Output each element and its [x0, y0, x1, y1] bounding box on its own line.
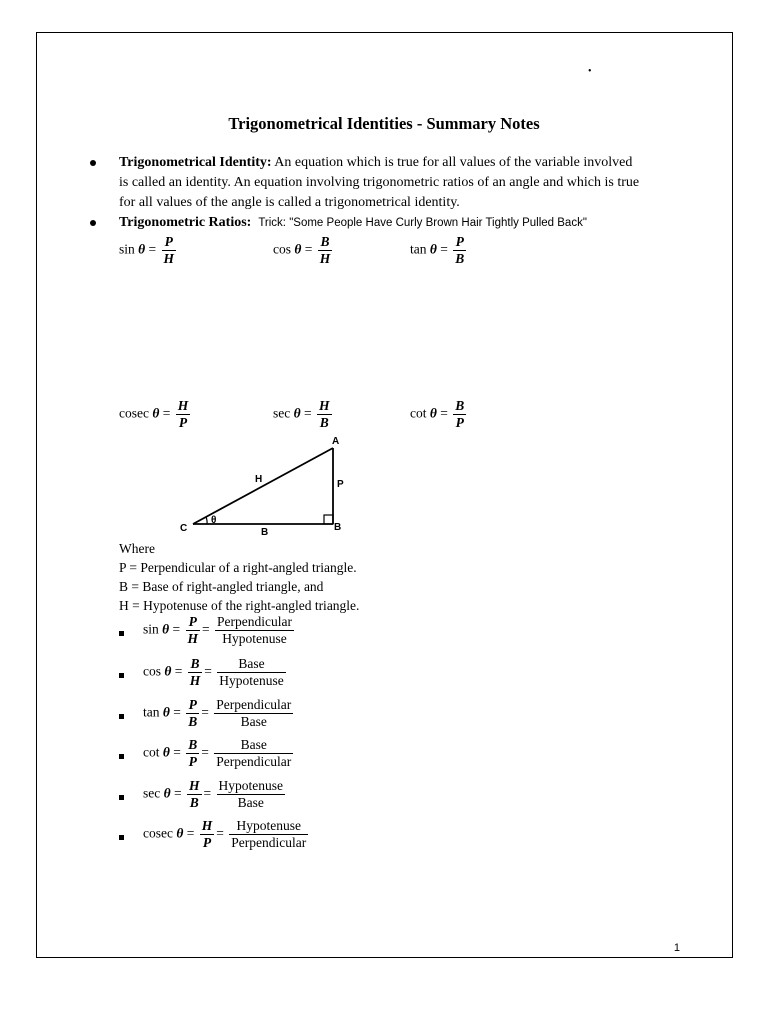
list-item-cot: cot θ = $\frac{B}{P}$ = $\frac{\text{Base}}{\text{Perpendicular}}$	[143, 737, 292, 769]
list-item-tan: tan θ = $\frac{P}{B}$ = $\frac{\text{Perpendicular}}{\text{Base}}$	[143, 697, 292, 729]
formula-cosec: cosec θ = $\frac{H}{P}$	[119, 398, 189, 430]
where-h: H = Hypotenuse of the right-angled triangle.	[119, 598, 360, 613]
formula-cot: cot θ = $\frac{B}{P}$	[410, 398, 465, 430]
bullet-dot	[90, 220, 96, 226]
where-b: B = Base of right-angled triangle, and	[119, 579, 324, 594]
square-bullet	[119, 673, 124, 678]
list-item-cos: cos θ = $\frac{B}{H}$ = $\frac{\text{Base}}{\text{Hypotenuse}}$	[143, 656, 284, 688]
square-bullet	[119, 795, 124, 800]
square-bullet	[119, 754, 124, 759]
vertex-b-label: B	[334, 522, 342, 533]
square-bullet	[119, 835, 124, 840]
identity-text-1: An equation which is true for all values of the variable involved	[274, 155, 633, 170]
where-heading: Where	[119, 541, 155, 556]
page-title: Trigonometrical Identities - Summary Notes	[228, 114, 540, 133]
formula-tan: tan θ = $\frac{P}{B}$	[410, 234, 465, 266]
formula-sin: sin θ = $\frac{P}{H}$	[119, 234, 175, 266]
square-bullet	[119, 714, 124, 719]
angle-theta-label: θ	[211, 515, 217, 526]
identity-block	[119, 153, 679, 213]
identity-text-2: is called an identity. An equation involving trigonometric ratios of an angle and which is true	[119, 175, 640, 190]
list-item-sin: sin θ = $\frac{P}{H}$ = $\frac{\text{Perpendicular}}{\text{Hypotenuse}}$	[143, 614, 293, 646]
right-angle-mark	[324, 515, 333, 524]
ratios-trick: Trick: "Some People Have Curly Brown Hair Tightly Pulled Back"	[258, 217, 587, 229]
ratios-heading	[119, 213, 679, 233]
side-p-label: P	[337, 479, 344, 490]
angle-arc	[206, 517, 207, 524]
bullet-dot	[90, 160, 96, 166]
formula-sec: sec θ = $\frac{H}{B}$	[273, 398, 330, 430]
side-b-label: B	[261, 527, 269, 538]
formula-cos: cos θ = $\frac{B}{H}$	[273, 234, 331, 266]
side-h-label: H	[255, 474, 263, 485]
right-triangle-diagram	[175, 430, 355, 540]
list-item-cosec: cosec θ = $\frac{H}{P}$ = $\frac{\text{Hypotenuse}}{\text{Perpendicular}}$	[143, 818, 307, 850]
hypotenuse-line	[193, 448, 333, 524]
stray-mark: •	[588, 66, 592, 77]
identity-label: Trigonometrical Identity:	[119, 155, 272, 170]
ratios-label: Trigonometric Ratios:	[119, 215, 252, 230]
page-number: 1	[673, 942, 680, 954]
square-bullet	[119, 631, 124, 636]
vertex-a-label: A	[332, 436, 340, 447]
list-item-sec: sec θ = $\frac{H}{B}$ = $\frac{\text{Hypotenuse}}{\text{Base}}$	[143, 778, 284, 810]
where-p: P = Perpendicular of a right-angled triangle.	[119, 560, 357, 575]
identity-text-3: for all values of the angle is called a trigonometrical identity.	[119, 195, 460, 210]
where-block	[119, 539, 359, 615]
vertex-c-label: C	[180, 523, 188, 534]
